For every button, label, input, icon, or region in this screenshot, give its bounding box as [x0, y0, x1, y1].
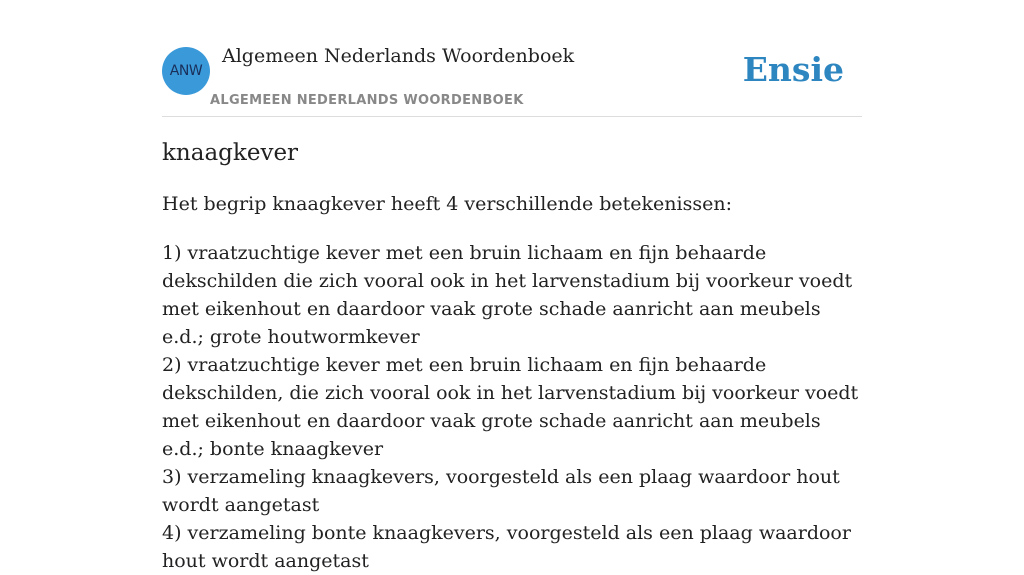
page-header	[162, 0, 862, 117]
entry-intro: Het begrip knaagkever heeft 4 verschillende betekenissen:	[162, 193, 732, 215]
meaning-item: 4) verzameling bonte knaagkevers, voorgesteld als een plaag waardoor hout wordt aangetast	[162, 522, 851, 572]
ensie-logo[interactable]: Ensie	[742, 50, 844, 89]
dictionary-title[interactable]: Algemeen Nederlands Woordenboek	[222, 45, 575, 67]
dictionary-logo[interactable]: ANW	[162, 47, 210, 95]
meanings-list	[162, 239, 862, 575]
meaning-item: 1) vraatzuchtige kever met een bruin lichaam en fijn behaarde dekschilden die zich vooral ook in het larvenstadium bij voorkeur voedt met eikenhout en daardoor vaak grote schade aanricht aan meubels e.d.; grote houtwormkever	[162, 242, 853, 348]
dictionary-subtitle: ALGEMEEN NEDERLANDS WOORDENBOEK	[210, 93, 524, 108]
meaning-item: 2) vraatzuchtige kever met een bruin lichaam en fijn behaarde dekschilden, die zich vooral ook in het larvenstadium bij voorkeur voedt met eikenhout en daardoor vaak grote schade aanricht aan meubels e.d.; bonte knaagkever	[162, 354, 859, 460]
page-content	[162, 0, 862, 572]
entry-word: knaagkever	[162, 140, 299, 166]
meaning-item: 3) verzameling knaagkevers, voorgesteld als een plaag waardoor hout wordt aangetast	[162, 466, 840, 516]
